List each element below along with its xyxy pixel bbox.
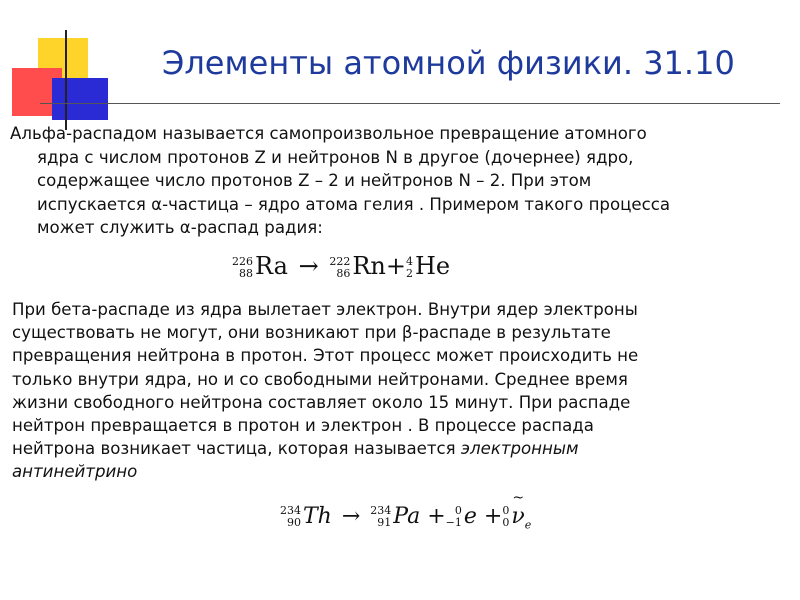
mass-number: 222	[329, 254, 351, 268]
nuclide-numbers	[232, 256, 253, 280]
neutrino-subscript: e	[524, 518, 532, 532]
charge-number: 91	[377, 516, 392, 529]
nuclide-numbers	[280, 505, 301, 529]
element-symbol: Pa	[393, 504, 421, 529]
paragraph-text: нейтрона возникает частица, которая называется	[12, 439, 456, 459]
alpha-decay-equation	[232, 252, 450, 280]
antineutrino-symbol	[511, 490, 532, 532]
mass-number: 234	[370, 504, 392, 517]
plus-sign: +	[427, 504, 446, 529]
paragraph-line: жизни свободного нейтрона составляет около 15 минут. При распаде	[12, 392, 631, 412]
beta-decay-paragraph	[12, 298, 782, 484]
neutrino-letter: ν	[511, 504, 525, 529]
nuclide-numbers	[502, 505, 509, 529]
alpha-decay-paragraph	[10, 122, 780, 240]
tilde-accent: ~	[512, 490, 525, 506]
nuclide-numbers	[406, 256, 413, 280]
paragraph-line: существовать не могут, они возникают при β-распаде в результате	[12, 323, 611, 343]
charge-number: 88	[239, 266, 253, 280]
beta-decay-equation	[280, 490, 532, 532]
title-underline	[40, 103, 780, 104]
element-symbol: Th	[303, 504, 332, 529]
element-symbol: He	[414, 252, 451, 280]
paragraph-line: При бета-распаде из ядра вылетает электрон. Внутри ядер электроны	[12, 300, 638, 319]
decor-blue-square	[52, 78, 108, 120]
element-symbol: Rn	[352, 252, 386, 280]
electron-symbol: e	[463, 504, 477, 529]
element-symbol: Ra	[255, 252, 288, 280]
nuclide-numbers	[370, 505, 391, 529]
reaction-arrow: →	[298, 252, 319, 280]
reaction-arrow: →	[341, 504, 361, 529]
paragraph-line: может служить α-распад радия:	[37, 218, 323, 237]
charge-number: −1	[445, 516, 462, 529]
mass-number: 0	[502, 504, 510, 517]
paragraph-line	[12, 437, 782, 460]
emphasized-term: электронным	[460, 439, 579, 459]
paragraph-line: ядра с числом протонов Z и нейтронов N в другое (дочернее) ядро,	[37, 147, 634, 167]
slide-title: Элементы атомной физики. 31.10	[162, 44, 735, 82]
paragraph-line: Альфа-распадом называется самопроизвольное превращение атомного	[10, 124, 647, 143]
mass-number: 4	[405, 254, 413, 268]
nuclide-numbers	[329, 256, 350, 280]
paragraph-line: только внутри ядра, но и со свободными нейтронами. Среднее время	[12, 369, 628, 389]
nuclide-numbers	[446, 505, 462, 529]
charge-number: 90	[287, 516, 301, 529]
mass-number: 0	[454, 504, 462, 517]
charge-number: 0	[502, 516, 510, 529]
plus-sign: +	[483, 504, 503, 529]
plus-sign: +	[385, 252, 406, 280]
mass-number: 234	[280, 504, 301, 517]
paragraph-line	[12, 460, 782, 483]
paragraph-line: содержащее число протонов Z – 2 и нейтронов N – 2. При этом	[37, 171, 592, 190]
mass-number: 226	[232, 254, 253, 268]
paragraph-line: превращения нейтрона в протон. Этот процесс может происходить не	[12, 346, 639, 366]
charge-number: 2	[405, 266, 413, 280]
paragraph-line: испускается α-частица – ядро атома гелия . Примером такого процесса	[37, 194, 671, 214]
charge-number: 86	[336, 266, 351, 280]
emphasized-term: антинейтрино	[12, 462, 138, 482]
decor-vertical-line	[65, 30, 67, 130]
paragraph-line: нейтрон превращается в протон и электрон . В процессе распада	[12, 416, 594, 436]
